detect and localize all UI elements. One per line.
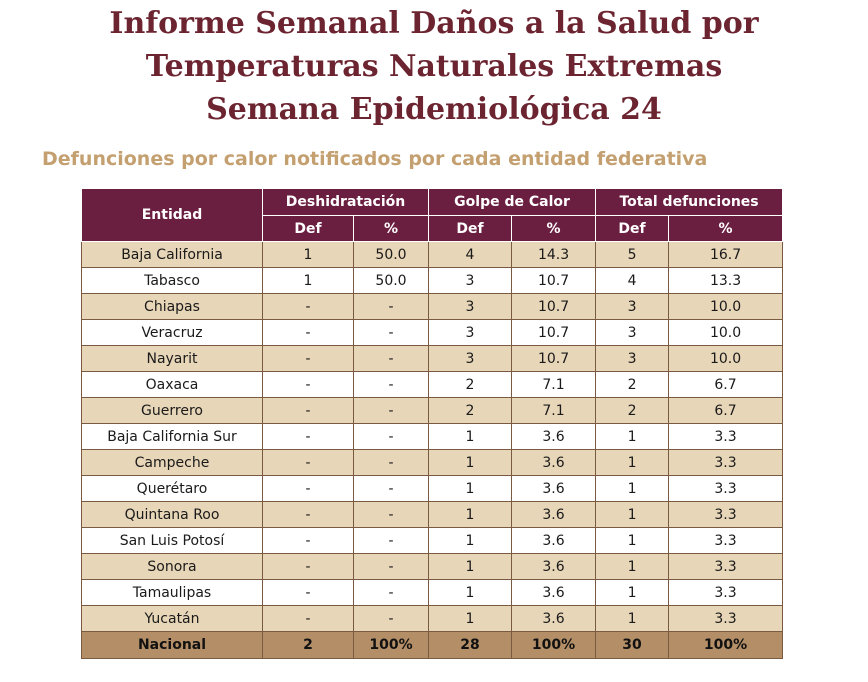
value-cell: 4 [429, 242, 512, 268]
value-cell: 50.0 [354, 242, 429, 268]
value-cell: 1 [429, 528, 512, 554]
table-row [82, 346, 783, 372]
table-body [82, 242, 783, 659]
subheader-def: Def [263, 216, 354, 242]
value-cell: 1 [596, 476, 669, 502]
entidad-cell: Querétaro [82, 476, 263, 502]
value-cell: - [354, 372, 429, 398]
entidad-cell: San Luis Potosí [82, 528, 263, 554]
subheader-def: Def [596, 216, 669, 242]
entidad-cell: Baja California [82, 242, 263, 268]
value-cell: 5 [596, 242, 669, 268]
value-cell: - [354, 606, 429, 632]
value-cell: 3 [596, 320, 669, 346]
value-cell: - [354, 294, 429, 320]
value-cell: 1 [596, 528, 669, 554]
value-cell: 10.7 [512, 346, 596, 372]
section-subtitle: Defunciones por calor notificados por cada entidad federativa [42, 148, 708, 170]
table-row [82, 424, 783, 450]
entidad-cell: Guerrero [82, 398, 263, 424]
value-cell: 3.3 [669, 476, 783, 502]
value-cell: 3.6 [512, 554, 596, 580]
header-deshidratacion: Deshidratación [263, 189, 429, 216]
value-cell: 6.7 [669, 372, 783, 398]
value-cell: - [263, 580, 354, 606]
total-cell: 30 [596, 632, 669, 659]
subheader-percent: % [512, 216, 596, 242]
value-cell: 3 [429, 268, 512, 294]
value-cell: - [354, 476, 429, 502]
value-cell: 10.7 [512, 294, 596, 320]
entidad-cell: Yucatán [82, 606, 263, 632]
total-cell: 28 [429, 632, 512, 659]
value-cell: 3.6 [512, 528, 596, 554]
value-cell: 1 [429, 476, 512, 502]
value-cell: 1 [429, 502, 512, 528]
value-cell: - [263, 320, 354, 346]
value-cell: 3 [596, 294, 669, 320]
value-cell: - [263, 424, 354, 450]
total-cell: 100% [354, 632, 429, 659]
entidad-cell: Quintana Roo [82, 502, 263, 528]
table-row [82, 398, 783, 424]
value-cell: 13.3 [669, 268, 783, 294]
value-cell: 3.3 [669, 580, 783, 606]
value-cell: 1 [596, 554, 669, 580]
report-title-line-2: Temperaturas Naturales Extremas [145, 49, 723, 84]
subheader-percent: % [669, 216, 783, 242]
table-row [82, 268, 783, 294]
value-cell: 3 [596, 346, 669, 372]
header-golpe-de-calor: Golpe de Calor [429, 189, 596, 216]
table-row [82, 320, 783, 346]
value-cell: 1 [429, 580, 512, 606]
report-title [0, 2, 868, 131]
value-cell: 3.3 [669, 450, 783, 476]
value-cell: 1 [263, 268, 354, 294]
value-cell: 3.3 [669, 606, 783, 632]
value-cell: 3.6 [512, 606, 596, 632]
entidad-cell: Baja California Sur [82, 424, 263, 450]
value-cell: - [354, 554, 429, 580]
value-cell: - [263, 450, 354, 476]
table-row [82, 580, 783, 606]
value-cell: 1 [429, 450, 512, 476]
value-cell: 3.6 [512, 424, 596, 450]
value-cell: - [354, 502, 429, 528]
value-cell: 3.6 [512, 476, 596, 502]
entidad-cell: Tamaulipas [82, 580, 263, 606]
value-cell: 6.7 [669, 398, 783, 424]
value-cell: - [354, 346, 429, 372]
deaths-table [81, 188, 783, 659]
value-cell: 1 [429, 606, 512, 632]
value-cell: 7.1 [512, 398, 596, 424]
value-cell: 3.3 [669, 424, 783, 450]
value-cell: - [263, 294, 354, 320]
subheader-percent: % [354, 216, 429, 242]
value-cell: 1 [596, 580, 669, 606]
table-row [82, 242, 783, 268]
value-cell: 1 [429, 424, 512, 450]
value-cell: - [354, 398, 429, 424]
report-title-line-3: Semana Epidemiológica 24 [206, 92, 662, 127]
value-cell: - [263, 346, 354, 372]
table-row [82, 476, 783, 502]
entidad-cell: Veracruz [82, 320, 263, 346]
value-cell: - [263, 398, 354, 424]
value-cell: 2 [596, 398, 669, 424]
value-cell: 16.7 [669, 242, 783, 268]
value-cell: 2 [429, 398, 512, 424]
value-cell: 3.3 [669, 528, 783, 554]
value-cell: - [263, 528, 354, 554]
entidad-cell: Chiapas [82, 294, 263, 320]
value-cell: 1 [596, 424, 669, 450]
table-row [82, 606, 783, 632]
value-cell: 1 [263, 242, 354, 268]
value-cell: 10.7 [512, 320, 596, 346]
value-cell: 10.0 [669, 346, 783, 372]
value-cell: - [354, 580, 429, 606]
table-row [82, 554, 783, 580]
entidad-cell: Oaxaca [82, 372, 263, 398]
table-row [82, 294, 783, 320]
value-cell: 2 [596, 372, 669, 398]
total-cell: Nacional [82, 632, 263, 659]
value-cell: 1 [429, 554, 512, 580]
value-cell: - [354, 450, 429, 476]
value-cell: 3 [429, 320, 512, 346]
value-cell: - [354, 320, 429, 346]
table-row [82, 450, 783, 476]
table-row [82, 528, 783, 554]
value-cell: 2 [429, 372, 512, 398]
value-cell: - [263, 554, 354, 580]
value-cell: 3.6 [512, 450, 596, 476]
table-header [82, 189, 783, 242]
value-cell: 3.3 [669, 502, 783, 528]
total-cell: 100% [669, 632, 783, 659]
value-cell: 1 [596, 606, 669, 632]
value-cell: 7.1 [512, 372, 596, 398]
entidad-cell: Sonora [82, 554, 263, 580]
value-cell: 1 [596, 450, 669, 476]
subheader-def: Def [429, 216, 512, 242]
value-cell: - [354, 528, 429, 554]
table-row [82, 372, 783, 398]
value-cell: - [263, 476, 354, 502]
value-cell: 3 [429, 346, 512, 372]
value-cell: - [263, 606, 354, 632]
total-cell: 2 [263, 632, 354, 659]
table-row [82, 502, 783, 528]
report-title-line-1: Informe Semanal Daños a la Salud por [109, 6, 759, 41]
value-cell: 10.0 [669, 294, 783, 320]
header-total-defunciones: Total defunciones [596, 189, 783, 216]
value-cell: 10.0 [669, 320, 783, 346]
value-cell: 4 [596, 268, 669, 294]
value-cell: 50.0 [354, 268, 429, 294]
value-cell: - [354, 424, 429, 450]
value-cell: - [263, 372, 354, 398]
header-entidad: Entidad [82, 189, 263, 242]
value-cell: 3.3 [669, 554, 783, 580]
entidad-cell: Campeche [82, 450, 263, 476]
value-cell: - [263, 502, 354, 528]
value-cell: 3.6 [512, 502, 596, 528]
total-cell: 100% [512, 632, 596, 659]
value-cell: 3 [429, 294, 512, 320]
value-cell: 3.6 [512, 580, 596, 606]
value-cell: 14.3 [512, 242, 596, 268]
value-cell: 1 [596, 502, 669, 528]
entidad-cell: Tabasco [82, 268, 263, 294]
total-row [82, 632, 783, 659]
entidad-cell: Nayarit [82, 346, 263, 372]
value-cell: 10.7 [512, 268, 596, 294]
